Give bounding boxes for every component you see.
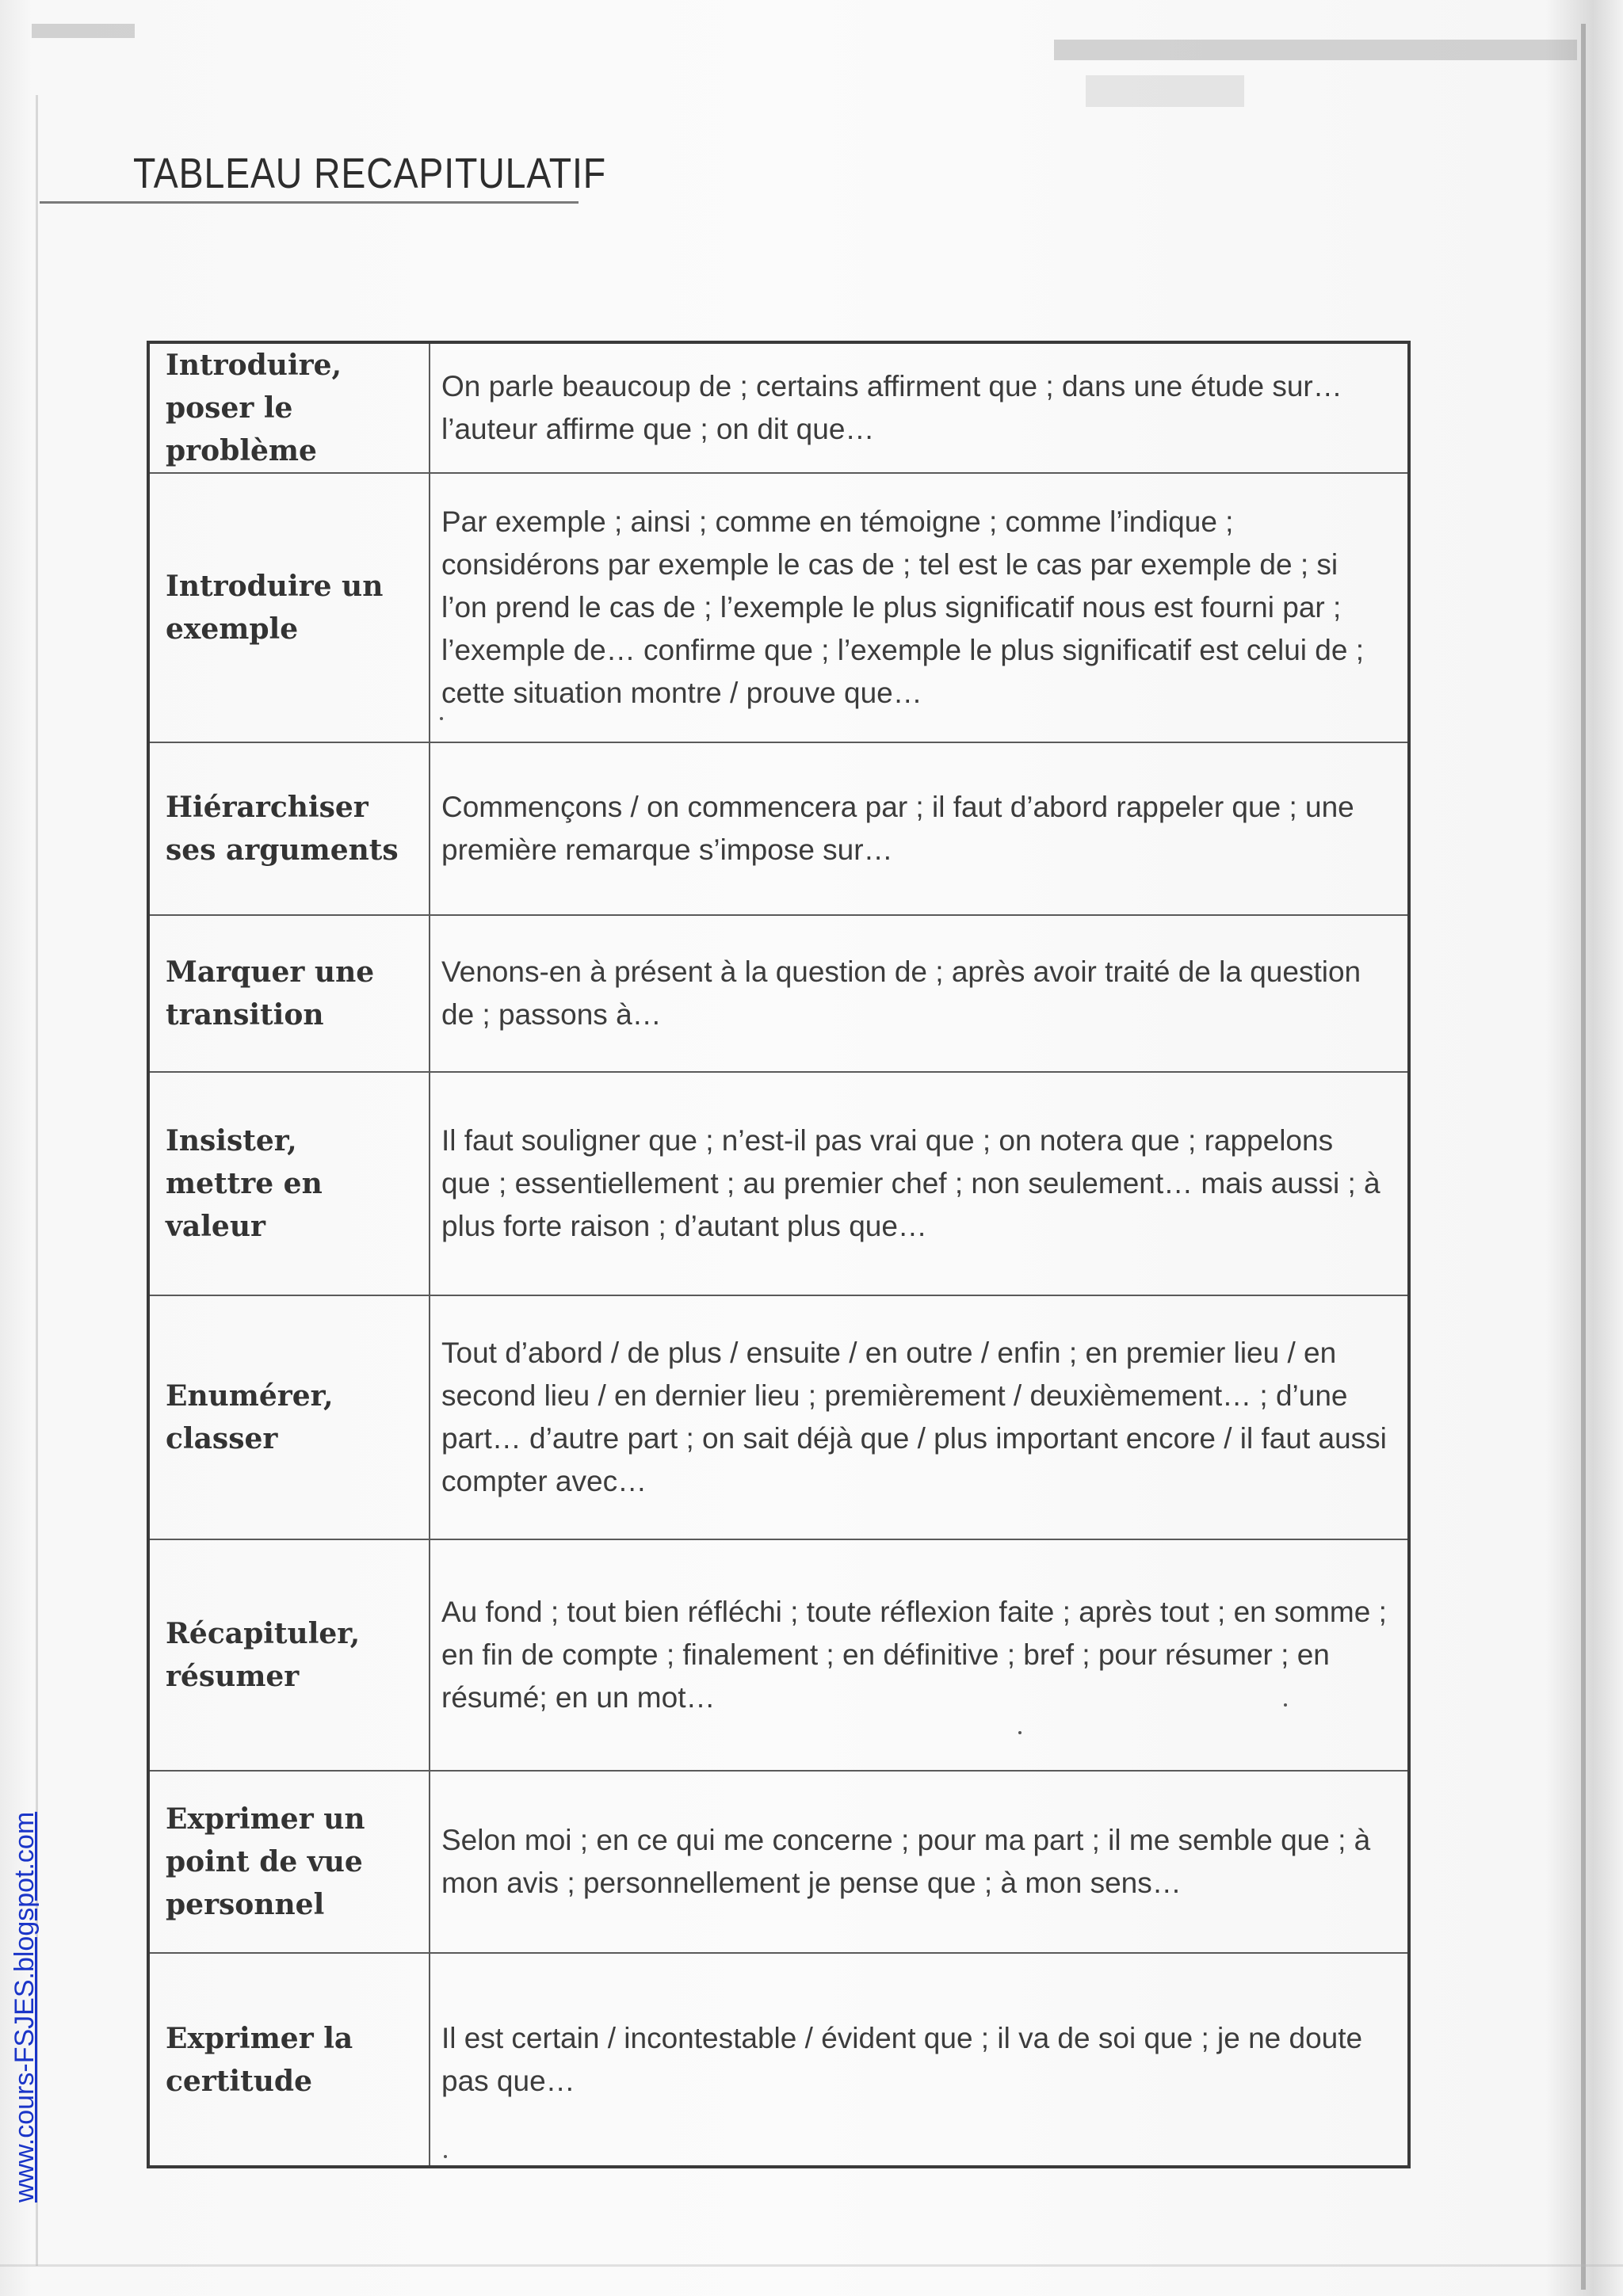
scan-bottom-edge bbox=[0, 2264, 1623, 2267]
row-label: Insister, mettre en valeur bbox=[148, 1072, 430, 1295]
scan-speck bbox=[1284, 1703, 1287, 1707]
row-label: Introduire, poser le problème bbox=[148, 342, 430, 473]
table-row bbox=[148, 1953, 1409, 2167]
table-row bbox=[148, 1295, 1409, 1539]
row-text: Venons-en à présent à la question de ; après avoir traité de la question de ; passons à… bbox=[430, 915, 1409, 1072]
row-label: Introduire un exemple bbox=[148, 473, 430, 742]
row-text: Tout d’abord / de plus / ensuite / en outre / enfin ; en premier lieu / en second lieu / en dernier lieu ; premièrement / deuxièmement… ; d’une part… d’autre part ; on sait déjà que / plus important encore / il faut aussi compter avec… bbox=[430, 1295, 1409, 1539]
scan-smudge-top-right bbox=[1054, 40, 1577, 60]
scan-speck bbox=[440, 717, 443, 720]
table-row bbox=[148, 473, 1409, 742]
row-text: Par exemple ; ainsi ; comme en témoigne ; comme l’indique ; considérons par exemple le cas de ; tel est le cas par exemple de ; si l’on prend le cas de ; l’exemple le plus significatif nous est fourni par ; l’exemple de… confirme que ; l’exemple le plus significatif est celui de ; cette situation montre / prouve que… bbox=[430, 473, 1409, 742]
row-label: Récapituler, résumer bbox=[148, 1539, 430, 1771]
table-row bbox=[148, 342, 1409, 473]
blog-link[interactable]: www.cours-FSJES.blogspot.com bbox=[10, 1811, 40, 2203]
table-row bbox=[148, 915, 1409, 1072]
scan-speck bbox=[444, 2155, 447, 2158]
summary-table bbox=[147, 341, 1411, 2168]
row-text: Au fond ; tout bien réfléchi ; toute réflexion faite ; après tout ; en somme ; en fin de compte ; finalement ; en définitive ; bref ; pour résumer ; en résumé; en un mot… bbox=[430, 1539, 1409, 1771]
page-title: TABLEAU RECAPITULATIF bbox=[133, 150, 606, 197]
table-row bbox=[148, 1771, 1409, 1953]
row-text: Il est certain / incontestable / évident que ; il va de soi que ; je ne doute pas que… bbox=[430, 1953, 1409, 2167]
row-text: Selon moi ; en ce qui me concerne ; pour ma part ; il me semble que ; à mon avis ; personnellement je pense que ; à mon sens… bbox=[430, 1771, 1409, 1953]
row-text: On parle beaucoup de ; certains affirment que ; dans une étude sur… l’auteur affirme que ; on dit que… bbox=[430, 342, 1409, 473]
table-row bbox=[148, 1072, 1409, 1295]
table-row bbox=[148, 1539, 1409, 1771]
row-text: Il faut souligner que ; n’est-il pas vrai que ; on notera que ; rappelons que ; essentiellement ; au premier chef ; non seulement… mais aussi ; à plus forte raison ; d’autant plus que… bbox=[430, 1072, 1409, 1295]
row-label: Enumérer, classer bbox=[148, 1295, 430, 1539]
row-label: Hiérarchiser ses arguments bbox=[148, 742, 430, 915]
row-label: Exprimer un point de vue personnel bbox=[148, 1771, 430, 1953]
table-row bbox=[148, 742, 1409, 915]
scan-smudge-top-right-2 bbox=[1086, 75, 1244, 107]
title-underline bbox=[40, 201, 579, 204]
row-text: Commençons / on commencera par ; il faut d’abord rappeler que ; une première remarque s’impose sur… bbox=[430, 742, 1409, 915]
scan-smudge-top-left bbox=[32, 24, 135, 38]
scan-right-edge bbox=[1581, 24, 1586, 2290]
row-label: Exprimer la certitude bbox=[148, 1953, 430, 2167]
row-label: Marquer une transition bbox=[148, 915, 430, 1072]
scan-speck bbox=[1018, 1731, 1022, 1734]
